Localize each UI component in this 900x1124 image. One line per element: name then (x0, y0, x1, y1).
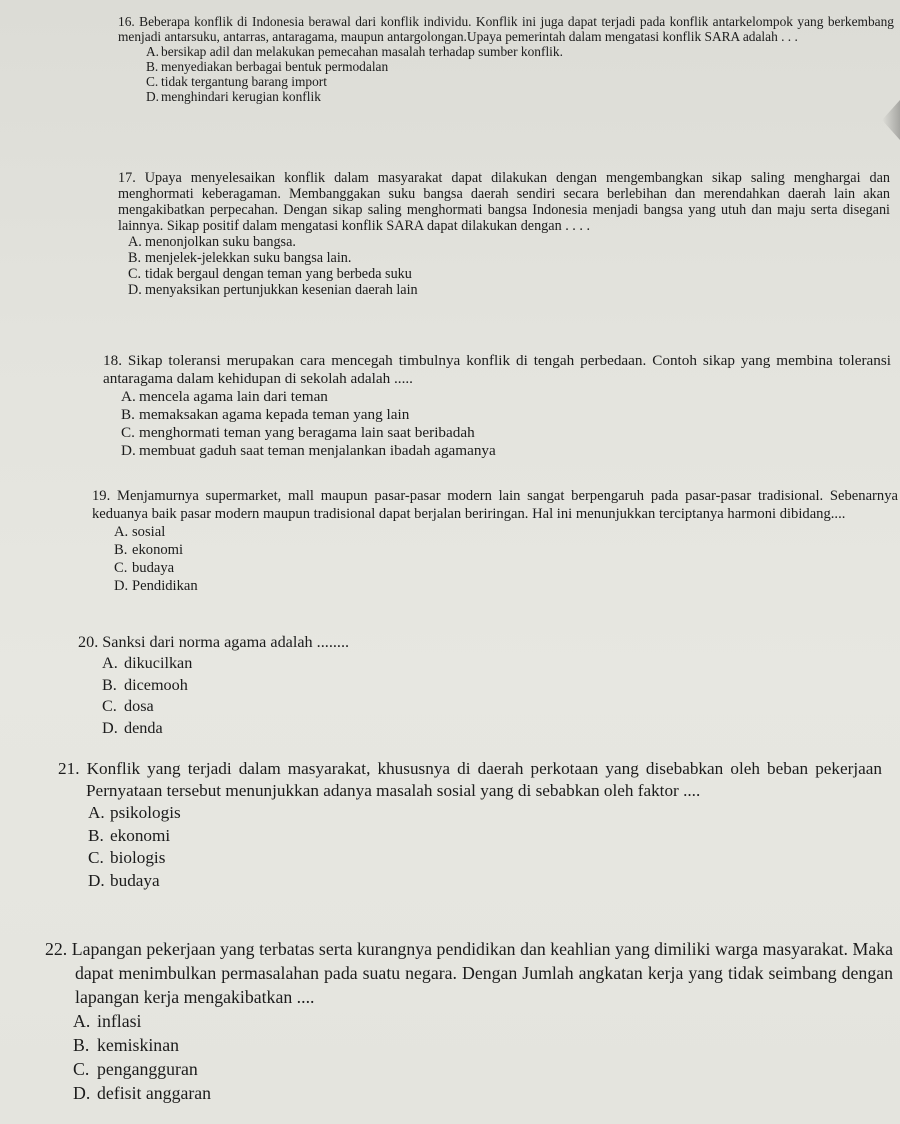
option-d[interactable] (73, 1081, 893, 1105)
option-a[interactable] (128, 234, 890, 250)
option-letter: D. (114, 578, 129, 594)
option-d[interactable] (128, 282, 890, 298)
option-text: sosial (132, 524, 166, 540)
option-text: kemiskinan (97, 1035, 179, 1055)
option-text: menjelek-jelekkan suku bangsa lain. (145, 250, 352, 266)
option-c[interactable] (73, 1057, 893, 1081)
option-c[interactable] (128, 266, 890, 282)
option-c[interactable] (114, 559, 898, 577)
question-text (58, 758, 882, 802)
option-letter: B. (146, 59, 159, 74)
question-16 (118, 14, 894, 104)
option-text: menyediakan berbagai bentuk permodalan (161, 59, 389, 74)
question-body: Konflik yang terjadi dalam masyarakat, khususnya di daerah perkotaan yang disebabkan oleh beban pekerjaan Pernyataan tersebut menunjukkan adanya masalah sosial yang di sebabkan oleh faktor .... (86, 759, 882, 800)
question-21 (58, 758, 882, 892)
option-letter: C. (121, 424, 135, 441)
question-body: Menjamurnya supermarket, mall maupun pasar-pasar modern lain sangat berpengaruh pada pasar-pasar tradisional. Sebenarnya keduanya baik pasar modern maupun tradisional dapat berjalan beriringan. Hal ini menunjukkan terciptanya harmoni dibidang.... (92, 488, 898, 522)
option-letter: A. (88, 803, 105, 822)
option-letter: D. (128, 282, 142, 298)
option-a[interactable] (73, 1009, 893, 1033)
question-text (118, 170, 890, 234)
option-text: denda (124, 718, 163, 737)
option-text: dikucilkan (124, 654, 193, 672)
option-letter: D. (102, 718, 118, 737)
option-b[interactable] (146, 59, 894, 74)
option-letter: B. (114, 542, 128, 558)
option-letter: B. (102, 675, 117, 694)
option-a[interactable] (121, 388, 891, 406)
option-text: ekonomi (110, 825, 171, 845)
question-body: Beberapa konflik di Indonesia berawal dari konflik individu. Konflik ini juga dapat terjadi pada konflik antarkelompok yang berkembang menjadi antarsuku, antarras, antaragama, maupun antargolongan.Upaya pemerintah dalam mengatasi konflik SARA adalah . . . (118, 14, 894, 44)
option-text: ekonomi (132, 542, 184, 558)
option-letter: C. (102, 697, 117, 715)
option-letter: A. (128, 234, 142, 250)
option-a[interactable] (114, 523, 898, 541)
question-number: 16. (118, 14, 135, 29)
option-d[interactable] (146, 89, 894, 104)
question-number: 20. (78, 633, 99, 651)
option-text: pengangguran (97, 1059, 198, 1079)
option-text: psikologis (110, 803, 181, 822)
question-body: Sikap toleransi merupakan cara mencegah timbulnya konflik di tengah perbedaan. Contoh sikap yang membina toleransi antaragama dalam kehidupan di sekolah adalah ..... (103, 352, 892, 387)
option-letter: A. (121, 388, 136, 405)
option-letter: B. (88, 825, 104, 845)
option-text: dicemooh (124, 675, 188, 694)
option-d[interactable] (88, 870, 882, 893)
question-text (103, 352, 891, 388)
option-a[interactable] (88, 802, 882, 825)
option-text: tidak tergantung barang import (161, 74, 327, 89)
option-letter: B. (73, 1035, 90, 1055)
option-c[interactable] (121, 424, 891, 442)
option-text: Pendidikan (132, 578, 198, 594)
option-d[interactable] (114, 577, 898, 595)
option-letter: C. (128, 266, 142, 282)
question-body: Upaya menyelesaikan konflik dalam masyarakat dapat dilakukan dengan mengembangkan sikap saling menghargai dan menghormati keberagaman. Membanggakan suku bangsa daerah sendiri secara berlebihan dan merendahkan daerah lain akan mengakibatkan perpecahan. Dengan sikap saling menghormati bangsa Indonesia menjadi bangsa yang utuh dan maju serta disegani lainnya. Sikap positif dalam mengatasi konflik SARA dapat dilakukan dengan . . . . (118, 170, 890, 234)
question-text (45, 937, 893, 1009)
answer-options (121, 388, 891, 460)
option-text: dosa (124, 697, 154, 715)
option-d[interactable] (102, 718, 878, 740)
question-number: 18. (103, 352, 122, 369)
option-text: tidak bergaul dengan teman yang berbeda suku (145, 266, 412, 282)
option-letter: C. (88, 848, 104, 867)
option-text: biologis (110, 848, 166, 867)
question-17 (118, 170, 890, 298)
option-letter: C. (114, 560, 128, 576)
question-body: Lapangan pekerjaan yang terbatas serta kurangnya pendidikan dan keahlian yang dimiliki warga masyarakat. Maka dapat menimbulkan permasalahan pada suatu negara. Dengan Jumlah angkatan kerja yang tidak seimbang dengan lapangan kerja mengakibatkan .... (71, 939, 893, 1007)
option-text: menonjolkan suku bangsa. (145, 234, 296, 250)
option-a[interactable] (102, 653, 878, 675)
option-letter: A. (102, 654, 118, 672)
question-number: 22. (45, 939, 68, 959)
option-text: menghormati teman yang beragama lain saat beribadah (139, 424, 475, 441)
question-number: 19. (92, 488, 111, 504)
option-letter: C. (146, 74, 159, 89)
option-text: menyaksikan pertunjukkan kesenian daerah lain (145, 282, 418, 298)
option-b[interactable] (128, 250, 890, 266)
question-18 (103, 352, 891, 460)
question-number: 17. (118, 170, 136, 186)
option-letter: D. (88, 870, 105, 890)
option-d[interactable] (121, 442, 891, 460)
option-letter: D. (73, 1083, 91, 1103)
option-b[interactable] (73, 1033, 893, 1057)
question-text (78, 632, 878, 653)
option-b[interactable] (121, 406, 891, 424)
answer-options (114, 523, 898, 595)
option-b[interactable] (88, 825, 882, 848)
option-a[interactable] (146, 44, 894, 59)
option-text: budaya (110, 870, 160, 890)
option-c[interactable] (88, 847, 882, 870)
answer-options (102, 653, 878, 739)
option-text: menghindari kerugian konflik (161, 89, 321, 104)
option-text: membuat gaduh saat teman menjalankan ibadah agamanya (139, 442, 496, 459)
option-text: bersikap adil dan melakukan pemecahan masalah terhadap sumber konflik. (161, 44, 563, 59)
question-19 (92, 487, 898, 595)
option-text: mencela agama lain dari teman (139, 388, 328, 405)
answer-options (128, 234, 890, 298)
option-letter: A. (73, 1011, 91, 1031)
option-letter: D. (146, 89, 160, 104)
answer-options (73, 1009, 893, 1105)
option-letter: B. (121, 406, 135, 423)
answer-options (88, 802, 882, 892)
option-letter: A. (114, 524, 129, 540)
option-c[interactable] (146, 74, 894, 89)
option-b[interactable] (102, 675, 878, 697)
answer-options (146, 44, 894, 104)
page-edge-shadow (882, 100, 900, 140)
option-letter: A. (146, 44, 160, 59)
question-22 (45, 937, 893, 1105)
question-20 (78, 632, 878, 739)
option-text: defisit anggaran (97, 1083, 212, 1103)
question-text (92, 487, 898, 523)
option-text: budaya (132, 560, 175, 576)
question-body: Sanksi dari norma agama adalah ........ (102, 633, 350, 651)
option-letter: B. (128, 250, 142, 266)
option-letter: D. (121, 442, 136, 459)
option-b[interactable] (114, 541, 898, 559)
question-number: 21. (58, 759, 80, 778)
option-text: inflasi (97, 1011, 142, 1031)
question-text (118, 14, 894, 44)
option-text: memaksakan agama kepada teman yang lain (139, 406, 410, 423)
option-letter: C. (73, 1059, 90, 1079)
option-c[interactable] (102, 696, 878, 718)
